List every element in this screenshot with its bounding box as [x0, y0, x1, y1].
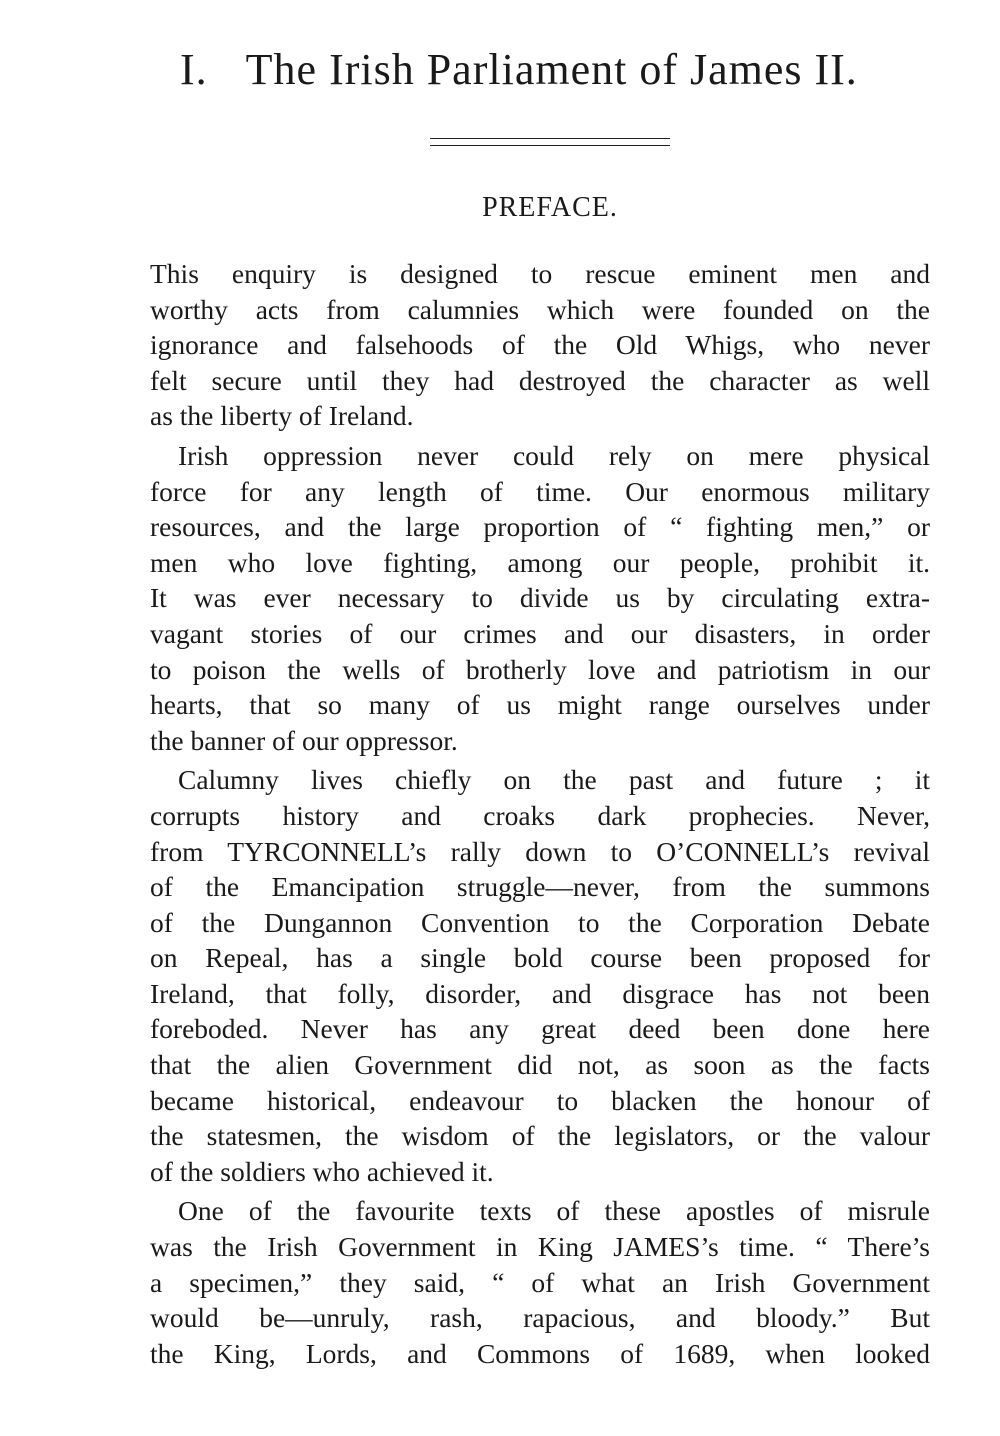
text-line: as the liberty of Ireland.: [150, 400, 414, 432]
paragraph-4: [150, 1193, 930, 1371]
paragraph-3: [150, 762, 930, 1189]
text-line: Irish oppression never could rely on mere physical: [178, 439, 930, 471]
text-line: was the Irish Government in King JAMES’s time. “ There’s: [150, 1231, 930, 1263]
text-line: It was ever necessary to divide us by circulating extra-: [150, 582, 930, 614]
text-line: worthy acts from calumnies which were founded on the: [150, 293, 930, 325]
text-line: the statesmen, the wisdom of the legislators, or the valour: [150, 1120, 930, 1152]
text-line: of the soldiers who achieved it.: [150, 1155, 494, 1187]
text-line: hearts, that so many of us might range ourselves under: [150, 689, 930, 721]
chapter-number: I.: [180, 45, 208, 94]
text-line: corrupts history and croaks dark prophecies. Never,: [150, 799, 930, 831]
text-line: the banner of our oppressor.: [150, 724, 458, 756]
paragraph-2: [150, 438, 930, 758]
text-line: ignorance and falsehoods of the Old Whigs, who never: [150, 329, 930, 361]
text-line: Ireland, that folly, disorder, and disgrace has not been: [150, 977, 930, 1009]
text-line: felt secure until they had destroyed the character as well: [150, 364, 930, 396]
decorative-rule-upper: [430, 138, 670, 139]
chapter-heading: [180, 44, 940, 95]
paragraph-1: [150, 256, 930, 434]
text-line: One of the favourite texts of these apostles of misrule: [178, 1195, 930, 1227]
text-line: foreboded. Never has any great deed been done here: [150, 1013, 930, 1045]
text-line: force for any length of time. Our enormous military: [150, 475, 930, 507]
section-title: PREFACE.: [482, 192, 618, 223]
text-line: the King, Lords, and Commons of 1689, when looked: [150, 1337, 930, 1369]
text-line: would be—unruly, rash, rapacious, and bloody.” But: [150, 1302, 930, 1334]
text-line: to poison the wells of brotherly love and patriotism in our: [150, 653, 930, 685]
body-text: [150, 256, 930, 1375]
text-line: from TYRCONNELL’s rally down to O’CONNELL’s revival: [150, 835, 930, 867]
text-line: of the Dungannon Convention to the Corporation Debate: [150, 906, 930, 938]
text-line: a specimen,” they said, “ of what an Irish Government: [150, 1266, 930, 1298]
text-line: Calumny lives chiefly on the past and future ; it: [178, 764, 930, 796]
decorative-rule-lower: [430, 145, 670, 146]
text-line: became historical, endeavour to blacken the honour of: [150, 1084, 930, 1116]
text-line: vagant stories of our crimes and our disasters, in order: [150, 617, 930, 649]
text-line: resources, and the large proportion of “ fighting men,” or: [150, 511, 930, 543]
text-line: This enquiry is designed to rescue eminent men and: [150, 258, 930, 289]
text-line: of the Emancipation struggle—never, from the summons: [150, 871, 930, 903]
text-line: that the alien Government did not, as soon as the facts: [150, 1049, 930, 1081]
text-line: on Repeal, has a single bold course been proposed for: [150, 942, 930, 974]
text-line: men who love fighting, among our people, prohibit it.: [150, 546, 930, 578]
chapter-title: The Irish Parliament of James II.: [245, 45, 858, 94]
